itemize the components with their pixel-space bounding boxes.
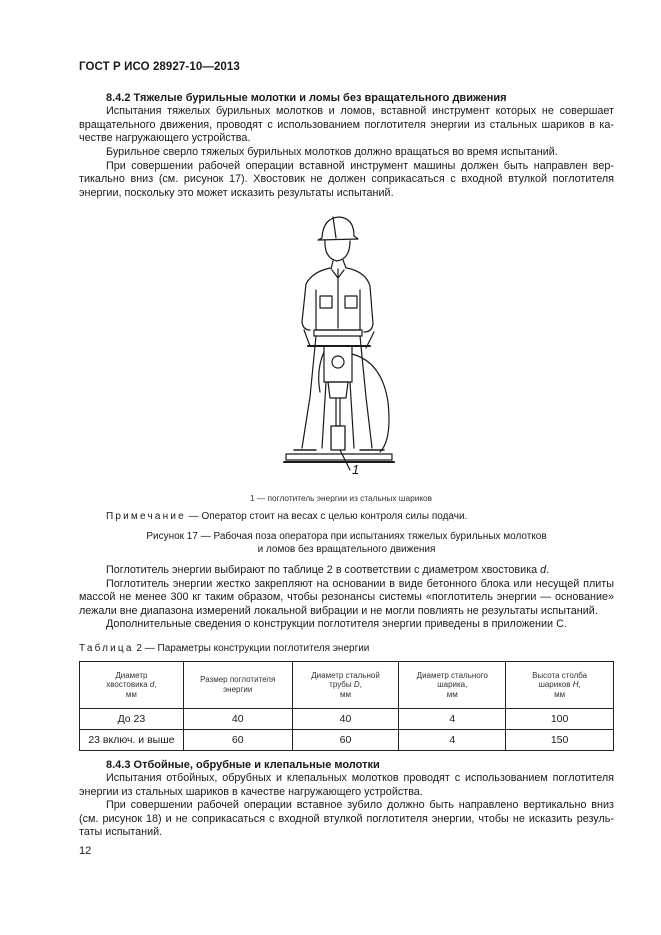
header-line: мм [125, 689, 137, 699]
neck-shape [331, 260, 346, 269]
table-header-row [80, 662, 614, 709]
header-line: мм [554, 689, 566, 699]
header-line: энергии [223, 685, 253, 694]
header-line: Высота столба [532, 670, 588, 680]
text-line: таты испытаний. [79, 826, 163, 839]
legs-outer [302, 336, 372, 448]
text-line: Дополнительные сведения о конструкции поглотителя энергии приведены в приложении С. [106, 618, 567, 631]
text-line: Испытания тяжелых бурильных молотков и ломов, вставной инструмент которых не совершает [106, 105, 614, 117]
text-line: (см. рисунок 18) и не соприкасаться с входной втулкой поглотителя энергии, чтобы не исказить резуль- [79, 812, 614, 825]
table-row [80, 709, 614, 730]
header-line: шариков H, [538, 680, 581, 690]
header-shank-diameter [80, 662, 184, 709]
variable-d: d [540, 564, 547, 576]
table-cell: 40 [292, 709, 399, 730]
drill-motor-icon [332, 356, 344, 368]
section-heading: Тяжелые бурильные молотки и ломы без вращательного движения [133, 92, 507, 104]
caption-line-2: и ломов без вращательного движения [257, 543, 436, 555]
header-line: мм [340, 689, 352, 699]
section-843-paragraph-2 [79, 799, 614, 840]
figure-17-note [106, 511, 467, 522]
section-843-paragraph-1 [79, 772, 614, 799]
table-cell: 60 [292, 730, 399, 751]
jacket-center [332, 269, 344, 328]
text-line: честве нагружающего устройства. [79, 132, 251, 145]
legs-inner [322, 382, 354, 448]
text-line [79, 564, 614, 578]
mounting-paragraph [79, 578, 614, 619]
text-line: вращательного движения, проводят с использованием поглотителя энергии из стальных шариков в ка- [79, 118, 614, 131]
energy-absorber [331, 426, 345, 450]
table-label: Таблица [79, 643, 134, 654]
text-span: . [546, 564, 550, 576]
text-span: Поглотитель энергии выбирают по таблице 2 в соответствии с диаметром хвостовика [106, 564, 538, 576]
table-cell: 23 включ. и выше [80, 730, 184, 751]
drill-front [328, 382, 348, 398]
header-line: Размер поглотителя [200, 675, 276, 685]
header-tube-diameter [292, 662, 399, 709]
figure-17-legend: 1 — поглотитель энергии из стальных шариков [250, 493, 433, 503]
caption-line-1: Рисунок 17 — Рабочая поза оператора при испытаниях тяжелых бурильных молотков [146, 531, 547, 542]
note-text: — Оператор стоит на весах с целью контроля силы подачи. [185, 511, 468, 522]
text-line: При совершении рабочей операции вставное зубило должно быть направлено вертикально вниз [106, 799, 614, 812]
table-cell: 60 [183, 730, 292, 751]
table-cell: 4 [399, 709, 506, 730]
header-line: мм [446, 689, 458, 699]
section-842-paragraph-2 [79, 146, 614, 160]
header-ball-column-height [506, 662, 614, 709]
section-842-paragraph-3 [79, 160, 614, 201]
text-line: Испытания отбойных, обрубных и клепальных молотков проводят с использованием поглотителя [106, 772, 614, 784]
table-cell: 4 [399, 730, 506, 751]
hard-hat-ridge [333, 217, 336, 238]
document-header: ГОСТ Р ИСО 28927-10—2013 [79, 61, 240, 73]
text-line: Бурильное сверло тяжелых бурильных молотков должно вращаться во время испытаний. [106, 146, 558, 158]
drill-bit [336, 398, 340, 426]
header-line: трубы D, [329, 680, 362, 690]
header-line: Диаметр [115, 670, 148, 680]
table-cell: До 23 [80, 709, 184, 730]
header-line: хвостовика d, [106, 680, 157, 690]
text-line: тикально вниз (см. рисунок 17). Хвостовик не должен соприкасаться с входной втулкой поглотителя [79, 173, 614, 186]
section-842-title [106, 92, 507, 104]
selection-paragraph [79, 564, 614, 578]
hard-hat-shape [318, 217, 358, 240]
note-label: Примечание [106, 511, 186, 522]
text-line: энергии, поскольку это может исказить результаты испытаний. [79, 186, 394, 199]
callout-number-1: 1 [352, 462, 360, 474]
energy-absorber-parameters-table [79, 661, 614, 751]
page-number: 12 [79, 845, 92, 857]
text-line: энергии из стальных шариков в качестве нагружающего устройства. [79, 785, 423, 798]
section-heading: Отбойные, обрубные и клепальные молотки [133, 759, 380, 771]
belt-shape [314, 330, 362, 336]
figure-17-operator-illustration [280, 212, 395, 474]
drill-body [324, 346, 352, 382]
text-line: При совершении рабочей операции вставной инструмент машины должен быть направлен вер- [106, 159, 614, 172]
section-842-paragraph-1 [79, 105, 614, 146]
figure-17-caption [79, 531, 614, 556]
table-cell: 100 [506, 709, 614, 730]
header-line: шарика, [437, 680, 468, 690]
header-line: Диаметр стальной [311, 670, 380, 680]
table-title-text: 2 — Параметры конструкции поглотителя энергии [133, 643, 370, 654]
text-line: Поглотитель энергии жестко закрепляют на основании в виде бетонного блока или несущей плиты [106, 577, 614, 590]
table-row [80, 730, 614, 751]
header-line: Диаметр стального [416, 670, 488, 680]
text-line: массой не менее 300 кг таким образом, чтобы резонансы системы «поглотитель энергии — основание» [79, 591, 614, 604]
header-absorber-size [183, 662, 292, 709]
section-843-title [106, 759, 380, 771]
table-cell: 150 [506, 730, 614, 751]
section-number: 8.4.3 [106, 759, 131, 771]
additional-info-paragraph [79, 618, 614, 632]
header-ball-diameter [399, 662, 506, 709]
hose-left [319, 352, 324, 392]
head-shape [325, 240, 350, 261]
section-number: 8.4.2 [106, 92, 131, 104]
table-cell: 40 [183, 709, 292, 730]
scale-platform [286, 454, 392, 460]
text-line: лежали вне диапазона измерений локальной вибрации и не могли повлиять не результаты испытаний. [79, 604, 598, 617]
table-2-title [79, 643, 369, 654]
